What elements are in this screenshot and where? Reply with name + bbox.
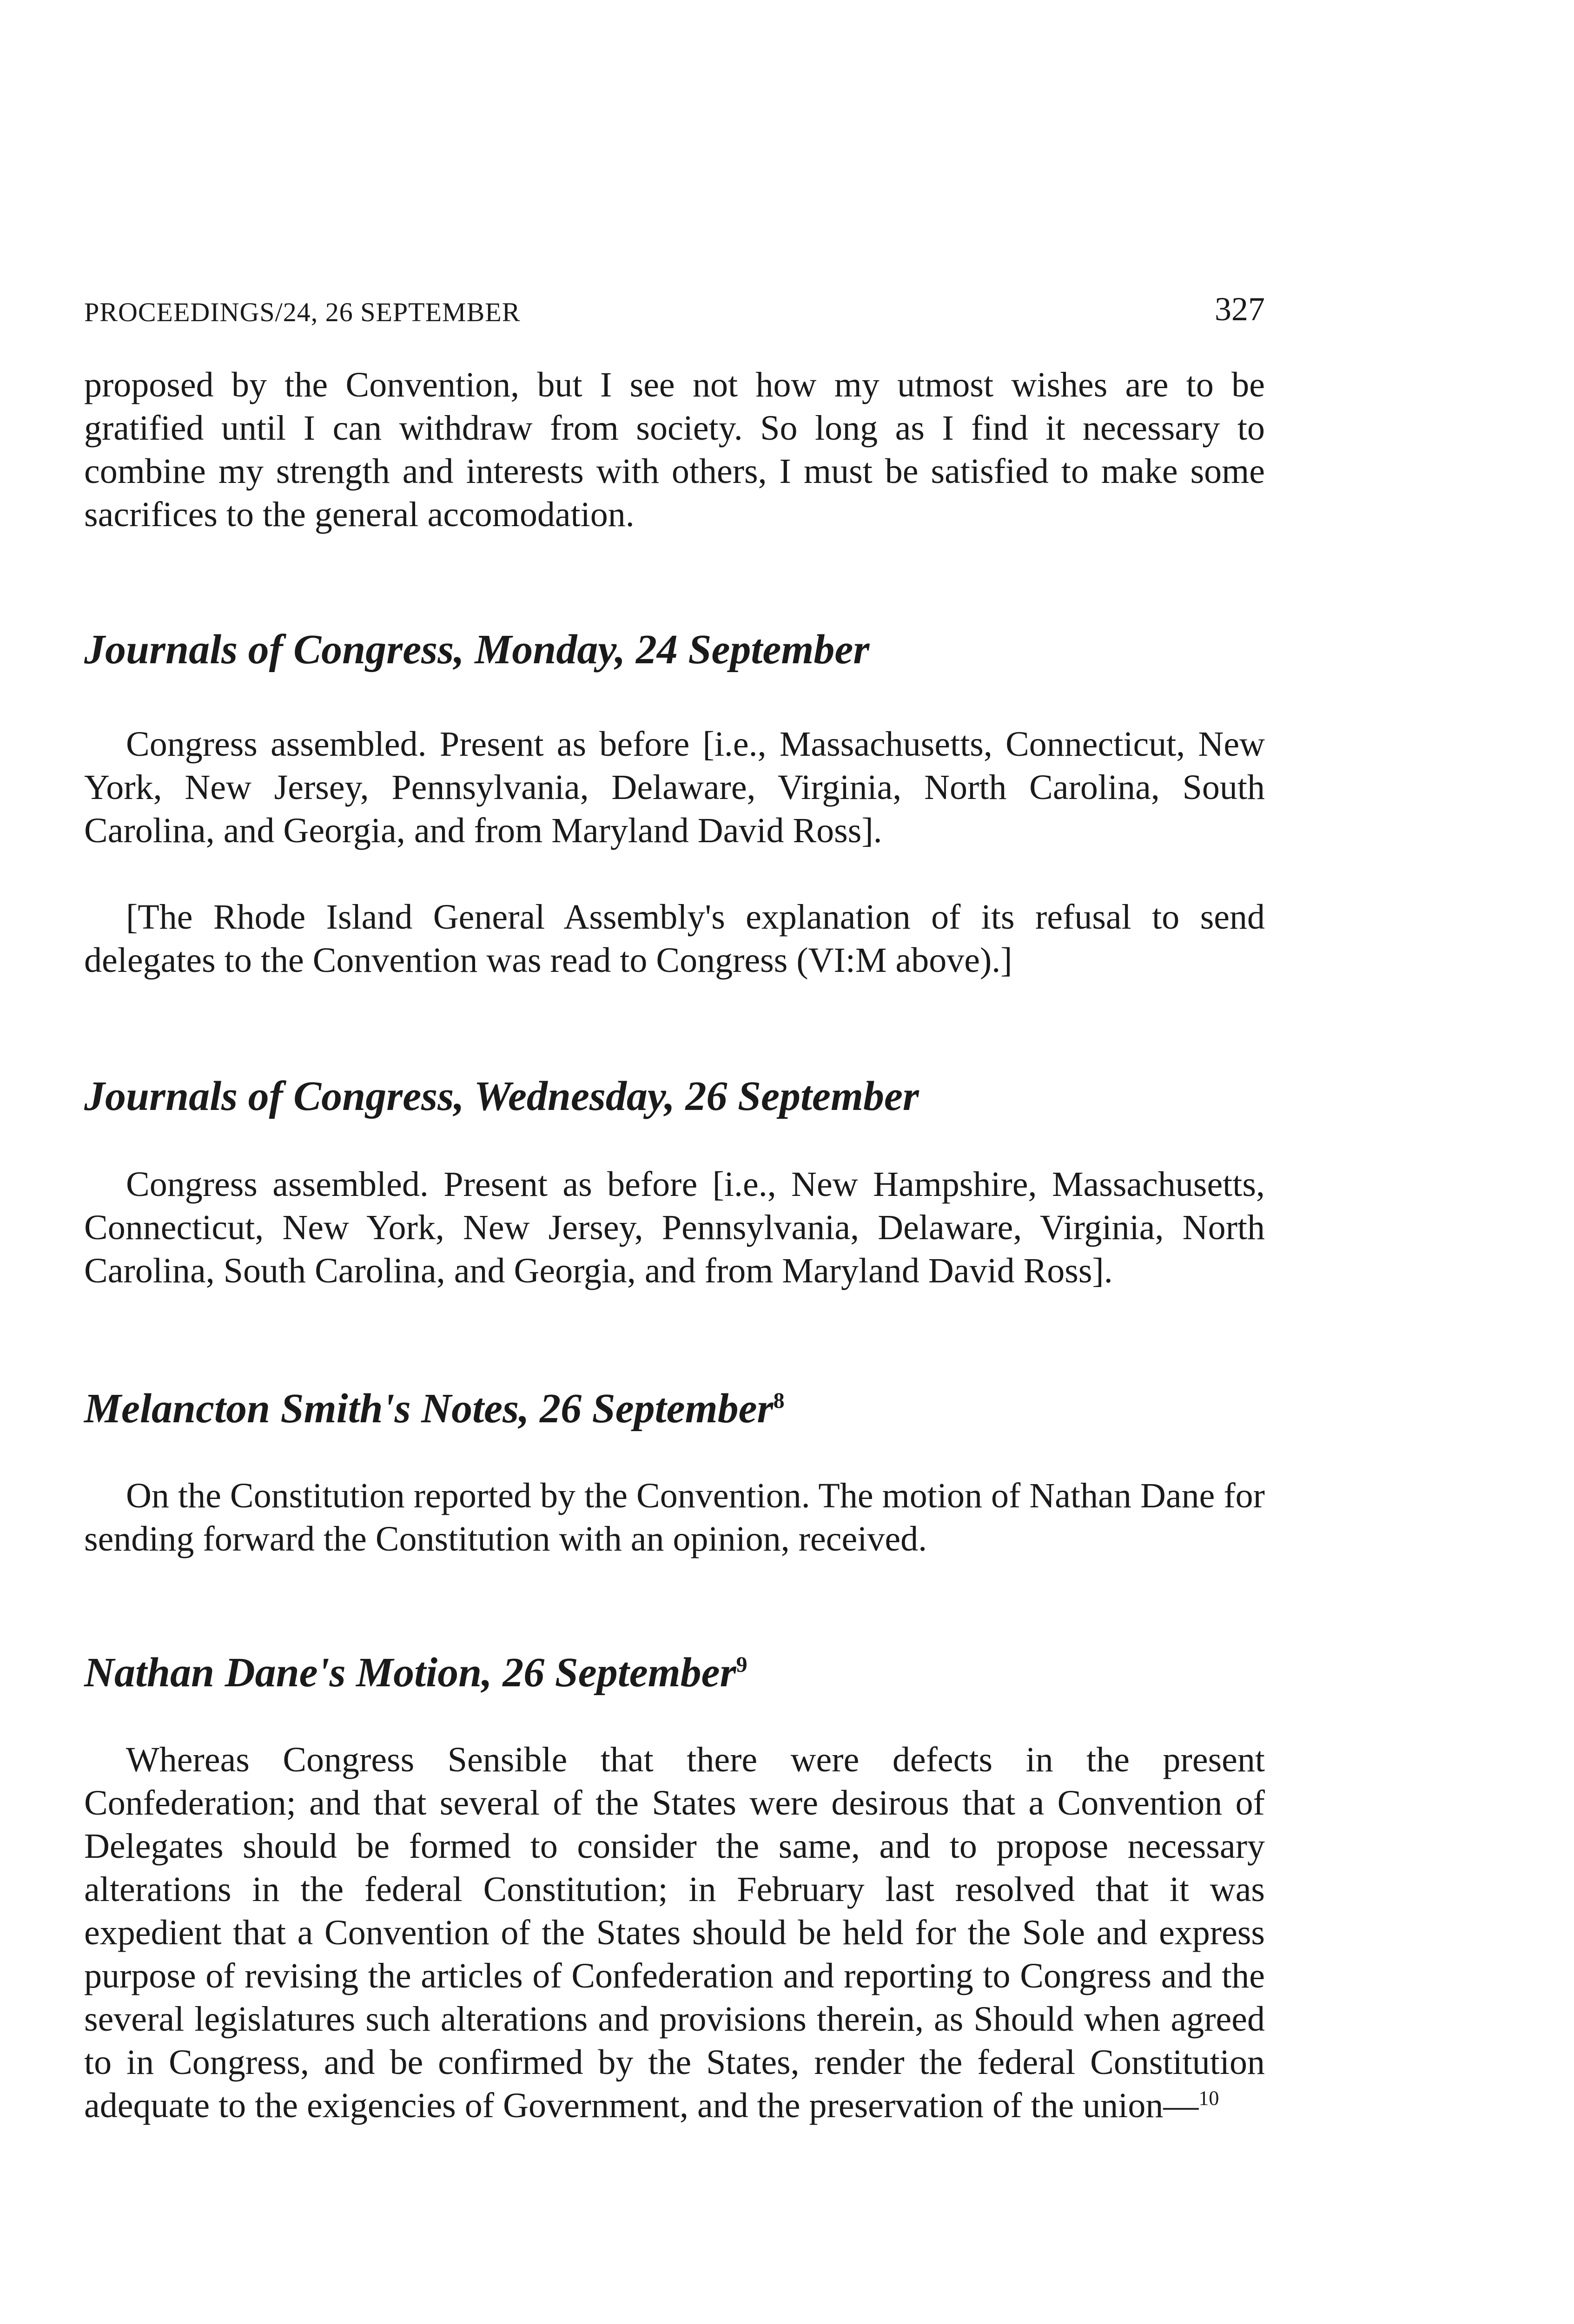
section-paragraph-journals-26-attendance: Congress assembled. Present as before [i.e., New Hampshire, Massachusetts, Connecticut, New York, New Jersey, Pennsylvania, Delaware, Virginia, North Carolina, South Carolina, and Georgia, and from Maryland David Ross]. (84, 1165, 1265, 1290)
page-number: 327 (1215, 290, 1265, 328)
footnote-ref-9: 9 (736, 1652, 747, 1677)
running-head-title: PROCEEDINGS/24, 26 SEPTEMBER (84, 297, 521, 327)
section-paragraph-journals-24-attendance: Congress assembled. Present as before [i.e., Massachusetts, Connecticut, New York, New Jersey, Pennsylvania, Delaware, Virginia, North Carolina, South Carolina, and Georgia, and from Maryland David Ross]. (84, 725, 1265, 850)
opening-paragraph: proposed by the Convention, but I see not how my utmost wishes are to be gratified until I can withdraw from society. So long as I find it necessary to combine my strength and interests with others, I must be satisfied to make some sacrifices to the general accomodation. (84, 365, 1265, 534)
section-heading-smith-notes-text: Melancton Smith's Notes, 26 September (84, 1386, 774, 1432)
section-heading-journals-26: Journals of Congress, Wednesday, 26 September (84, 1073, 919, 1119)
section-heading-dane-motion-text: Nathan Dane's Motion, 26 September (84, 1650, 736, 1696)
footnote-ref-8: 8 (773, 1388, 785, 1413)
footnote-ref-10: 10 (1198, 2086, 1219, 2110)
running-head (84, 290, 1265, 332)
dane-motion-text: Whereas Congress Sensible that there were defects in the present Confederation; and that several of the States were desirous that a Convention of Delegates should be formed to consider the same, and to propose necessary alterations in the federal Constitution; in February last resolved that it was expedient that a Convention of the States should be held for the Sole and express purpose of revising the articles of Confederation and reporting to Congress and the several legislatures such alterations and provisions therein, as Should when agreed to in Congress, and be confirmed by the States, render the federal Constitution adequate to the exigencies of Government, and the preservation of the union— (84, 1740, 1265, 2125)
section-heading-dane-motion (84, 1647, 1265, 1698)
section-paragraph-dane-motion (84, 1738, 1265, 2127)
section-heading-smith-notes (84, 1383, 1265, 1434)
section-paragraph-rhode-island: [The Rhode Island General Assembly's explanation of its refusal to send delegates to the Convention was read to Congress (VI:M above).] (84, 898, 1265, 980)
section-paragraph-smith-notes: On the Constitution reported by the Convention. The motion of Nathan Dane for sending forward the Constitution with an opinion, received. (84, 1476, 1265, 1558)
section-heading-journals-24: Journals of Congress, Monday, 24 September (84, 627, 870, 673)
